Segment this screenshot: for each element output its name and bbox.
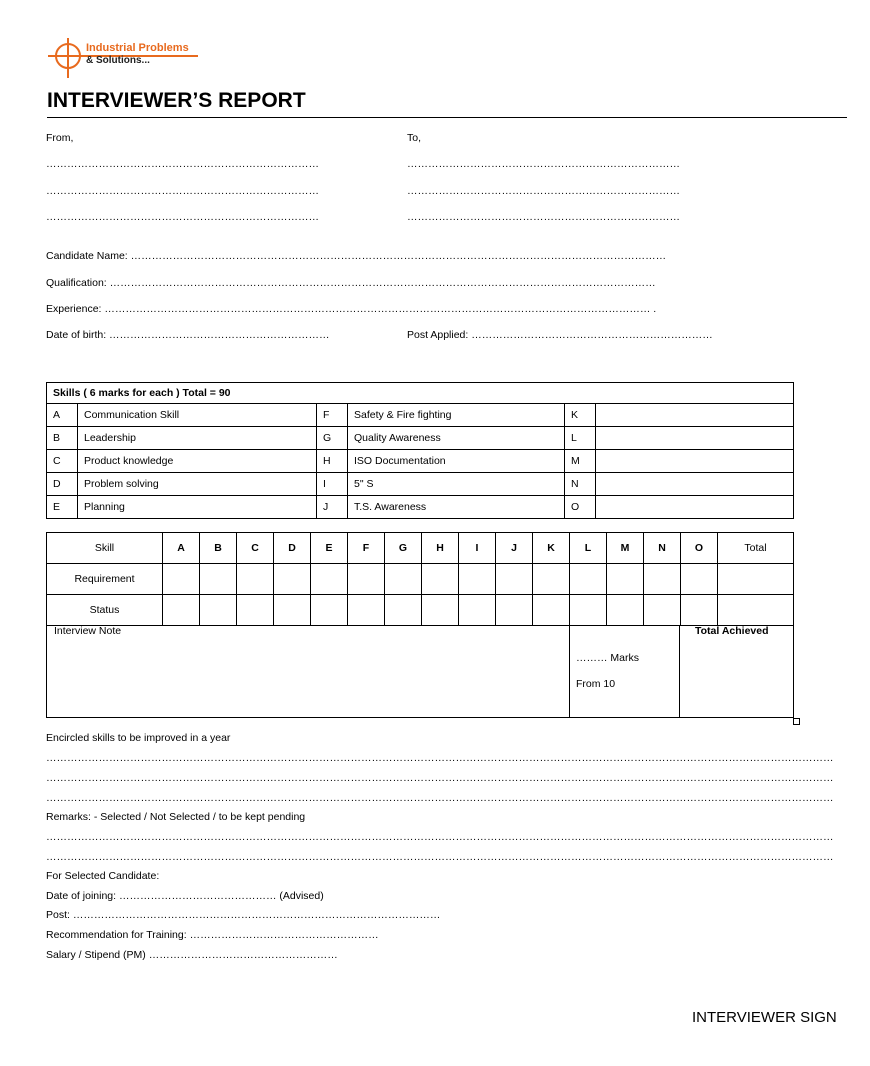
skill-col-header: Skill: [47, 533, 163, 564]
from-line-3[interactable]: ……………………………………………………………………: [46, 211, 319, 223]
interview-note-label: Interview Note: [54, 625, 122, 637]
logo-line-2: & Solutions...: [86, 55, 150, 66]
grid-cell[interactable]: [385, 564, 422, 595]
skill-letter: I: [317, 473, 348, 496]
skills-row: [47, 473, 794, 496]
encircled-line-2[interactable]: ………………………………………………………………………………………………………………………………………………………………………………………………………: [46, 772, 834, 784]
skill-name: Planning: [78, 496, 317, 519]
grid-cell[interactable]: [496, 564, 533, 595]
skill-letter: J: [317, 496, 348, 519]
skill-letter: B: [47, 427, 78, 450]
company-logo: [44, 36, 204, 80]
crosshair-icon: [44, 36, 88, 80]
qualification-field[interactable]: Qualification: …………………………………………………………………………………………………………………………………………: [46, 277, 656, 289]
grid-cell[interactable]: [274, 595, 311, 626]
skill-name: Quality Awareness: [348, 427, 565, 450]
grid-cell[interactable]: [459, 564, 496, 595]
grid-cell[interactable]: [200, 595, 237, 626]
grid-cell[interactable]: [422, 564, 459, 595]
grid-letter: D: [274, 533, 311, 564]
grid-total-cell[interactable]: [718, 595, 794, 626]
skill-letter: G: [317, 427, 348, 450]
skill-name: Problem solving: [78, 473, 317, 496]
skill-letter: A: [47, 404, 78, 427]
to-line-1[interactable]: ……………………………………………………………………: [407, 158, 680, 170]
from-line-1[interactable]: ……………………………………………………………………: [46, 158, 319, 170]
skill-letter: L: [565, 427, 596, 450]
skill-letter: N: [565, 473, 596, 496]
recommendation-field[interactable]: Recommendation for Training: ………………………………………………: [46, 929, 379, 941]
dob-field[interactable]: Date of birth: ………………………………………………………: [46, 329, 330, 341]
grid-cell[interactable]: [348, 564, 385, 595]
skill-name: T.S. Awareness: [348, 496, 565, 519]
skill-name: Communication Skill: [78, 404, 317, 427]
grid-cell[interactable]: [274, 564, 311, 595]
candidate-name-field[interactable]: Candidate Name: ………………………………………………………………………………………………………………………………………: [46, 250, 667, 262]
grid-cell[interactable]: [533, 564, 570, 595]
grid-cell[interactable]: [570, 595, 607, 626]
grid-letter: F: [348, 533, 385, 564]
skill-letter: O: [565, 496, 596, 519]
skill-letter: K: [565, 404, 596, 427]
to-line-3[interactable]: ……………………………………………………………………: [407, 211, 680, 223]
for-selected-label: For Selected Candidate:: [46, 870, 160, 882]
grid-cell[interactable]: [533, 595, 570, 626]
grid-letter: J: [496, 533, 533, 564]
grid-cell[interactable]: [237, 595, 274, 626]
skill-name-blank[interactable]: [596, 473, 794, 496]
requirement-row: [47, 564, 794, 595]
grid-letter: I: [459, 533, 496, 564]
grid-letter: C: [237, 533, 274, 564]
grid-cell[interactable]: [385, 595, 422, 626]
skill-letter: D: [47, 473, 78, 496]
grid-letter: O: [681, 533, 718, 564]
title-divider: [47, 117, 847, 118]
remarks-line-2[interactable]: ………………………………………………………………………………………………………………………………………………………………………………………………………: [46, 851, 834, 863]
skill-name: 5" S: [348, 473, 565, 496]
page-title: INTERVIEWER’S REPORT: [47, 89, 306, 112]
skill-name: Leadership: [78, 427, 317, 450]
skill-letter: F: [317, 404, 348, 427]
grid-cell[interactable]: [311, 564, 348, 595]
skills-table: [46, 382, 794, 519]
logo-line-1: Industrial Problems: [86, 42, 189, 54]
skill-name-blank[interactable]: [596, 450, 794, 473]
grid-cell[interactable]: [607, 595, 644, 626]
marks-label: ……… Marks: [576, 652, 639, 664]
grid-cell[interactable]: [163, 564, 200, 595]
grid-letter: L: [570, 533, 607, 564]
grid-cell[interactable]: [459, 595, 496, 626]
encircled-skills-label: Encircled skills to be improved in a year: [46, 732, 231, 744]
grid-cell[interactable]: [681, 564, 718, 595]
grid-letter: A: [163, 533, 200, 564]
row-label: Status: [47, 595, 163, 626]
marks-box[interactable]: [568, 625, 680, 718]
from-label: From,: [46, 132, 74, 144]
from-line-2[interactable]: ……………………………………………………………………: [46, 185, 319, 197]
grid-cell[interactable]: [496, 595, 533, 626]
skill-name-blank[interactable]: [596, 496, 794, 519]
grid-cell[interactable]: [681, 595, 718, 626]
skill-letter: H: [317, 450, 348, 473]
assessment-grid: [46, 532, 794, 626]
post-field[interactable]: Post: ……………………………………………………………………………………………: [46, 909, 441, 921]
total-achieved-label: Total Achieved: [695, 625, 769, 637]
grid-total-cell[interactable]: [718, 564, 794, 595]
encircled-line-3[interactable]: ………………………………………………………………………………………………………………………………………………………………………………………………………: [46, 792, 834, 804]
grid-letter: E: [311, 533, 348, 564]
skill-name: Safety & Fire fighting: [348, 404, 565, 427]
interviewer-signature-label: INTERVIEWER SIGN: [692, 1009, 837, 1026]
to-line-2[interactable]: ……………………………………………………………………: [407, 185, 680, 197]
grid-cell[interactable]: [570, 564, 607, 595]
grid-cell[interactable]: [607, 564, 644, 595]
skills-row: [47, 404, 794, 427]
skill-name-blank[interactable]: [596, 427, 794, 450]
remarks-label: Remarks: - Selected / Not Selected / to be kept pending: [46, 811, 306, 823]
grid-cell[interactable]: [200, 564, 237, 595]
interview-note-box[interactable]: [46, 625, 570, 718]
total-achieved-box[interactable]: [679, 625, 794, 718]
date-of-joining-field[interactable]: Date of joining: ……………………………………… (Advised): [46, 890, 324, 902]
grid-cell[interactable]: [163, 595, 200, 626]
resize-handle[interactable]: [793, 718, 800, 725]
grid-cell[interactable]: [644, 564, 681, 595]
grid-letter: M: [607, 533, 644, 564]
grid-cell[interactable]: [644, 595, 681, 626]
grid-cell[interactable]: [422, 595, 459, 626]
skill-letter: M: [565, 450, 596, 473]
grid-cell[interactable]: [237, 564, 274, 595]
skill-letter: E: [47, 496, 78, 519]
grid-letter: B: [200, 533, 237, 564]
status-row: [47, 595, 794, 626]
skill-name: ISO Documentation: [348, 450, 565, 473]
remarks-line-1[interactable]: ………………………………………………………………………………………………………………………………………………………………………………………………………: [46, 831, 834, 843]
row-label: Requirement: [47, 564, 163, 595]
skill-name: Product knowledge: [78, 450, 317, 473]
post-applied-field[interactable]: Post Applied: ……………………………………………………………: [407, 329, 713, 341]
to-label: To,: [407, 132, 422, 144]
experience-field[interactable]: Experience: ………………………………………………………………………………………………………………………………………… .: [46, 303, 657, 315]
encircled-line-1[interactable]: ………………………………………………………………………………………………………………………………………………………………………………………………………: [46, 752, 834, 764]
from-10-label: From 10: [576, 678, 616, 690]
grid-cell[interactable]: [311, 595, 348, 626]
grid-cell[interactable]: [348, 595, 385, 626]
grid-letter: G: [385, 533, 422, 564]
skills-header: Skills ( 6 marks for each ) Total = 90: [47, 383, 794, 404]
skill-letter: C: [47, 450, 78, 473]
skill-name-blank[interactable]: [596, 404, 794, 427]
grid-letter: H: [422, 533, 459, 564]
skills-row: [47, 427, 794, 450]
total-col-header: Total: [718, 533, 794, 564]
grid-letter: K: [533, 533, 570, 564]
skills-row: [47, 450, 794, 473]
salary-field[interactable]: Salary / Stipend (PM) ………………………………………………: [46, 949, 338, 961]
skills-row: [47, 496, 794, 519]
grid-letter: N: [644, 533, 681, 564]
